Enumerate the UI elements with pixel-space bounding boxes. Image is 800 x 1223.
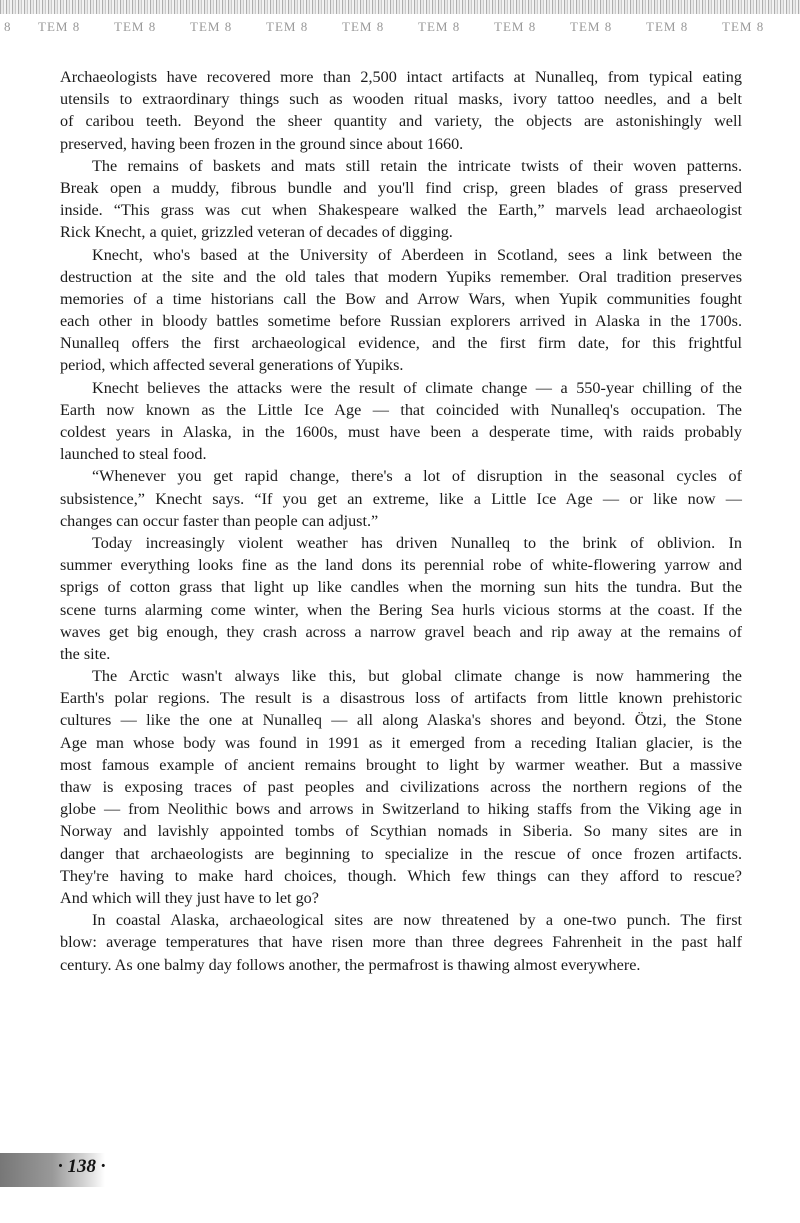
- paragraph: [60, 909, 742, 976]
- text-line: waves get big enough, they crash across a narrow gravel beach and rip away at the remains of: [60, 622, 742, 641]
- body-text: [60, 66, 742, 976]
- text-line: The Arctic wasn't always like this, but global climate change is now hammering the: [92, 667, 742, 686]
- running-header: [0, 16, 800, 38]
- text-line: launched to steal food.: [60, 445, 207, 464]
- header-label: TEM 8: [722, 19, 765, 34]
- header-label: TEM 8: [570, 19, 613, 34]
- paragraph: [60, 665, 742, 909]
- text-line: each other in bloody battles sometime before Russian explorers arrived in Alaska in the 1700s.: [60, 312, 742, 331]
- text-line: coldest years in Alaska, in the 1600s, must have been a desperate time, with raids probably: [60, 423, 742, 441]
- paragraph: [60, 244, 742, 377]
- header-label: TEM 8: [342, 19, 385, 34]
- header-label: TEM 8: [190, 19, 233, 34]
- text-line: globe — from Neolithic bows and arrows in Switzerland to hiking staffs from the Viking age in: [60, 800, 742, 819]
- text-line: thaw is exposing traces of past peoples and civilizations across the northern regions of the: [60, 778, 742, 796]
- text-line: The remains of baskets and mats still retain the intricate twists of their woven patterns.: [92, 156, 742, 175]
- scan-top-band: [0, 0, 800, 14]
- header-label: TEM 8: [646, 19, 689, 34]
- text-line: Today increasingly violent weather has driven Nunalleq to the brink of oblivion. In: [92, 533, 742, 552]
- header-label: TEM 8: [114, 19, 157, 34]
- text-line: scene turns alarming come winter, when the Bering Sea hurls vicious storms at the coast. If the: [60, 600, 742, 619]
- text-line: cultures — like the one at Nunalleq — all along Alaska's shores and beyond. Ötzi, the Stone: [60, 711, 742, 730]
- text-line: Break open a muddy, fibrous bundle and you'll find crisp, green blades of grass preserved: [60, 178, 742, 197]
- text-line: Archaeologists have recovered more than 2,500 intact artifacts at Nunalleq, from typical eating: [60, 68, 742, 86]
- text-line: of caribou teeth. Beyond the sheer quantity and variety, the objects are astonishingly well: [60, 112, 742, 131]
- paragraph: [60, 532, 742, 665]
- text-line: century. As one balmy day follows another, the permafrost is thawing almost everywhere.: [60, 955, 641, 974]
- text-line: Earth's polar regions. The result is a disastrous loss of artifacts from little known prehistoric: [60, 689, 742, 708]
- paragraph: [60, 155, 742, 244]
- text-line: “Whenever you get rapid change, there's a lot of disruption in the seasonal cycles of: [92, 467, 742, 486]
- text-line: blow: average temperatures that have risen more than three degrees Fahrenheit in the past half: [60, 933, 742, 952]
- header-label: TEM 8: [418, 19, 461, 34]
- text-line: And which will they just have to let go?: [60, 888, 319, 907]
- text-line: period, which affected several generations of Yupiks.: [60, 356, 404, 375]
- text-line: Norway and lavishly appointed tombs of Scythian nomads in Siberia. So many sites are in: [60, 822, 742, 841]
- page-number: · 138 ·: [58, 1156, 106, 1177]
- paragraph: [60, 66, 742, 155]
- text-line: inside. “This grass was cut when Shakespeare walked the Earth,” marvels lead archaeologist: [60, 201, 742, 220]
- text-line: preserved, having been frozen in the ground since about 1660.: [60, 134, 464, 153]
- text-line: utensils to extraordinary things such as wooden ritual masks, ivory tattoo needles, and a belt: [60, 90, 742, 109]
- header-label: TEM 8: [38, 19, 81, 34]
- text-line: destruction at the site and the old tales that modern Yupiks remember. Oral tradition preserves: [60, 267, 742, 286]
- text-line: Rick Knecht, a quiet, grizzled veteran of decades of digging.: [60, 223, 453, 242]
- text-line: the site.: [60, 644, 111, 663]
- text-line: sprigs of cotton grass that light up like candles when the morning sun hits the tundra. But the: [60, 578, 742, 597]
- header-label: 8: [4, 19, 12, 34]
- text-line: most famous example of ancient remains brought to light by warmer weather. But a massive: [60, 755, 742, 774]
- text-line: Age man whose body was found in 1991 as it emerged from a receding Italian glacier, is the: [60, 733, 742, 752]
- text-line: danger that archaeologists are beginning to specialize in the rescue of once frozen artifacts.: [60, 844, 742, 863]
- text-line: changes can occur faster than people can adjust.”: [60, 511, 379, 530]
- paragraph: [60, 377, 742, 466]
- header-label: TEM 8: [266, 19, 309, 34]
- text-line: They're having to make hard choices, though. Which few things can they afford to rescue?: [60, 866, 742, 885]
- text-line: summer everything looks fine as the land dons its perennial robe of white-flowering yarrow and: [60, 556, 742, 575]
- text-line: Knecht, who's based at the University of Aberdeen in Scotland, sees a link between the: [92, 245, 742, 264]
- text-line: In coastal Alaska, archaeological sites are now threatened by a one-two punch. The first: [92, 911, 742, 930]
- text-line: memories of a time historians call the Bow and Arrow Wars, when Yupik communities fought: [60, 289, 742, 308]
- text-line: Nunalleq offers the first archaeological evidence, and the first firm date, for this frightful: [60, 334, 742, 353]
- text-line: Knecht believes the attacks were the result of climate change — a 550-year chilling of the: [92, 378, 742, 397]
- paragraph: [60, 465, 742, 532]
- text-line: Earth now known as the Little Ice Age — that coincided with Nunalleq's occupation. The: [60, 400, 742, 419]
- text-line: subsistence,” Knecht says. “If you get an extreme, like a Little Ice Age — or like now —: [60, 489, 742, 508]
- header-label: TEM 8: [494, 19, 537, 34]
